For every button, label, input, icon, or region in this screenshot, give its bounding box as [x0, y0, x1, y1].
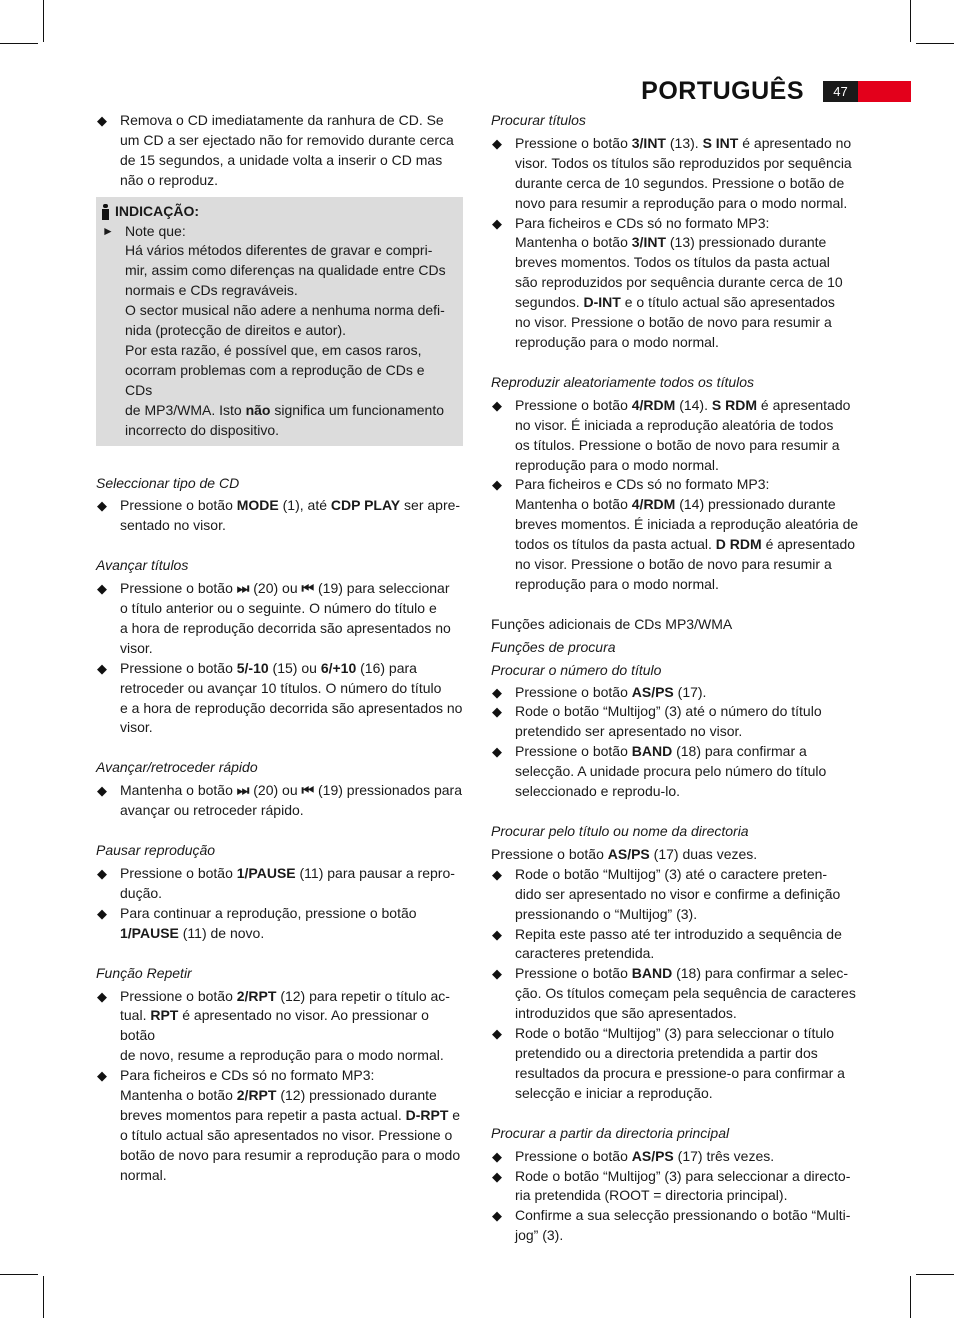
- crop-mark: [916, 43, 954, 44]
- diamond-bullet-icon: ◆: [492, 215, 502, 231]
- diamond-bullet-icon: ◆: [492, 1026, 502, 1042]
- diamond-bullet-icon: ◆: [97, 1068, 107, 1084]
- list-item: ◆ Rode o botão “Multijog” (3) para seleccionar a directo- ria pretendida (ROOT = directoria principal).: [492, 1167, 851, 1204]
- section-heading: Procurar o número do título: [491, 661, 662, 678]
- diamond-bullet-icon: ◆: [97, 905, 107, 921]
- list-item: ◆ Pressione o botão MODE (1), até CDP PLAY ser apre- sentado no visor.: [97, 497, 461, 534]
- list-item: ◆ Pressione o botão 1/PAUSE (11) para pausar a repro- dução.: [97, 865, 455, 901]
- section-heading: Função Repetir: [96, 964, 192, 981]
- diamond-bullet-icon: ◆: [492, 744, 502, 760]
- list-item: ◆ Pressione o botão 5/-10 (15) ou 6/+10 (16) para retroceder ou avançar 10 títulos. O número do título e a hora de reprodução decorrida são apresentados no visor.: [97, 659, 463, 736]
- list-item: ◆ Para ficheiros e CDs só no formato MP3: Mantenha o botão 3/INT (13) pressionado durante breves momentos. Todos os títulos da pasta actual são reproduzidos por sequência durante cerca de 10 segundos. D-INT e o título actual são apresentados no visor. Pressione o botão de novo para resumir a reprodução para o modo normal.: [492, 214, 843, 350]
- page-number: 47: [823, 81, 858, 102]
- list-item: ◆ Pressione o botão AS/PS (17).: [491, 683, 859, 703]
- right-column: Procurar títulos ◆ Pressione o botão 3/INT (13). S INT é apresentado no visor. Todos os títulos são reproduzidos por sequência durante cerca de 10 segundos. Pressione o botão de novo para resumir a reprodução para o modo normal. ◆ Para ficheiros e CDs só no formato MP3: Mantenha o botão 3/INT (13) pressionado durante breves momentos. Todos os títulos da pasta actual são reproduzidos por sequência durante cerca de 10 segundos. D-INT e o título actual são apresentados no visor. Pressione o botão de novo para resumir a reprodução para o modo normal. Reproduzir aleatoriamente todos os títulos ◆ Pressione o botão 4/RDM (14). S RDM é apresentado no visor. É iniciada a reprodução aleatória de todos os títulos. Pressione o botão de novo para resumir a reprodução para o modo normal. ◆ Para ficheiros e CDs só no formato MP3: Mantenha o botão 4/RDM (14) pressionado durante breves momentos. É iniciada a reprodução aleatória de todos os títulos da pasta actual. D RDM é apresentado no visor. Pressione o botão de novo para resumir a reprodução para o modo normal. Funções adicionais de CDs MP3/WMA Funções de procura Procurar o número do título ◆ Pressione o botão AS/PS (17). ◆ Rode o botão “Multijog” (3) até o número do título pretendido ser apresentado no visor. ◆ Pressione o botão BAND (18) para confirmar a selecção. A unidade procura pelo número do título seleccionado e reprodu-lo. Procurar pelo título ou nome da directoria Pressione o botão AS/PS (17) duas vezes. ◆ Rode o botão “Multijog” (3) até o caractere preten- dido ser apresentado no visor e confirme a definição pressionando o “Multijog” (3). ◆ Repita este passo até ter introduzido a sequência de caracteres pretendida. ◆ Pressione o botão BAND (18) para confirmar a selec- ção. Os títulos começam pela sequência de caracteres introduzidos que são apresentados. ◆ Rode o botão “Multijog” (3) para seleccionar o título pretendido ou a directoria pretendida a partir dos resultados da procura e pressione-o para confirmar a selecção e iniciar a reprodução. Procurar a partir da directoria principal ◆ Pressione o botão AS/PS (17) três vezes. ◆ Rode o botão “Multijog” (3) para seleccionar a directo- ria pretendida (ROOT = directoria principal). ◆ Confirme a sua selecção pressionando o botão “Multi- jog” (3).: [491, 111, 859, 1246]
- note-box: INDICAÇÃO: ► Note que: Há vários métodos diferentes de gravar e compri- mir, assim como diferenças na qualidade entre CDs normais e CDs regraváveis. O sector musical não adere a nenhuma norma defi- nida (protecção de direitos e autor). Por esta razão, é possível que, em casos raros, ocorram problemas com a reprodução de CDs e CDs de MP3/WMA. Isto não significa um funcionamento incorrecto do dispositivo.: [96, 197, 463, 446]
- section-heading: Avançar títulos: [96, 557, 189, 574]
- diamond-bullet-icon: ◆: [97, 498, 107, 514]
- section-subheading: Funções de procura: [491, 638, 616, 655]
- list-item: ◆ Mantenha o botão ⏭ (20) ou ⏮ (19) pressionados para avançar ou retroceder rápido.: [97, 782, 462, 819]
- list-item: ◆ Pressione o botão BAND (18) para confirmar a selec- ção. Os títulos começam pela sequência de caracteres introduzidos que são apresentados.: [492, 965, 856, 1022]
- section-heading: Pausar reprodução: [96, 842, 216, 859]
- crop-mark: [0, 1274, 38, 1275]
- crop-mark: [910, 1276, 911, 1318]
- section-heading: Procurar títulos: [491, 112, 586, 128]
- list-item: ◆ Rode o botão “Multijog” (3) para seleccionar o título pretendido ou a directoria pretendida a partir dos resultados da procura e pressione-o para confirmar a selecção e iniciar a reprodução.: [492, 1025, 845, 1101]
- next-track-icon: ⏭: [236, 782, 250, 799]
- left-column: [96, 111, 463, 1186]
- next-track-icon: ⏭: [236, 580, 250, 597]
- diamond-bullet-icon: ◆: [492, 1208, 502, 1224]
- diamond-bullet-icon: ◆: [492, 1148, 502, 1164]
- crop-mark: [43, 1276, 44, 1318]
- list-item: ◆ Rode o botão “Multijog” (3) até o caractere preten- dido ser apresentado no visor e confirme a definição pressionando o “Multijog” (3).: [492, 865, 841, 922]
- list-item: ◆ Remova o CD imediatamente da ranhura de CD. Se um CD a ser ejectado não for removido durante cerca de 15 segundos, a unidade volta a inserir o CD mas não o reproduz.: [97, 112, 454, 188]
- list-item: ◆ Para ficheiros e CDs só no formato MP3: Mantenha o botão 4/RDM (14) pressionado durante breves momentos. É iniciada a reprodução aleatória de todos os títulos da pasta actual. D RDM é apresentado no visor. Pressione o botão de novo para resumir a reprodução para o modo normal.: [492, 476, 859, 592]
- prev-track-icon: ⏮: [301, 580, 315, 597]
- list-item: ◆ Pressione o botão 2/RPT (12) para repetir o título ac- tual. RPT é apresentado no visor. Ao pressionar o botão de novo, resume a reprodução para o modo normal.: [97, 987, 450, 1064]
- list-item: ◆ Pressione o botão ⏭ (20) ou ⏮ (19) para seleccionar o título anterior ou o seguinte. O número do título e a hora de reprodução decorrida são apresentados no visor.: [97, 580, 451, 656]
- diamond-bullet-icon: ◆: [97, 113, 107, 128]
- diamond-bullet-icon: ◆: [97, 660, 107, 676]
- diamond-bullet-icon: ◆: [492, 926, 502, 942]
- diamond-bullet-icon: ◆: [492, 966, 502, 982]
- list-item: ◆ Para ficheiros e CDs só no formato MP3: Mantenha o botão 2/RPT (12) pressionado durante breves momentos para repetir a pasta actual. D-RPT e o título actual são apresentados no visor. Pressione o botão de novo para resumir a reprodução para o modo normal.: [97, 1067, 461, 1183]
- section-heading: Procurar pelo título ou nome da directoria: [491, 823, 749, 839]
- crop-mark: [916, 1274, 954, 1275]
- crop-mark: [910, 0, 911, 42]
- diamond-bullet-icon: ◆: [492, 704, 502, 720]
- section-heading: Procurar a partir da directoria principal: [491, 1124, 730, 1141]
- list-item: ◆ Pressione o botão AS/PS (17) três vezes.: [491, 1147, 859, 1167]
- info-icon: [100, 204, 111, 220]
- list-item: ◆ Confirme a sua selecção pressionando o botão “Multi- jog” (3).: [492, 1207, 851, 1244]
- section-heading: Funções adicionais de CDs MP3/WMA: [491, 615, 733, 632]
- diamond-bullet-icon: ◆: [492, 684, 502, 700]
- prev-track-icon: ⏮: [301, 782, 315, 799]
- list-item: ◆ Pressione o botão 4/RDM (14). S RDM é apresentado no visor. É iniciada a reprodução aleatória de todos os títulos. Pressione o botão de novo para resumir a reprodução para o modo normal.: [492, 396, 851, 473]
- triangle-bullet-icon: ►: [102, 223, 114, 238]
- list-item: ◆ Rode o botão “Multijog” (3) até o número do título pretendido ser apresentado no visor.: [492, 703, 822, 740]
- diamond-bullet-icon: ◆: [97, 866, 107, 881]
- page-title: PORTUGUÊS: [641, 77, 804, 105]
- list-item: ◆ Repita este passo até ter introduzido a sequência de caracteres pretendida.: [492, 925, 842, 962]
- section-heading: Seleccionar tipo de CD: [96, 474, 240, 491]
- list-item: ◆ Pressione o botão 3/INT (13). S INT é apresentado no visor. Todos os títulos são reproduzidos por sequência durante cerca de 10 segundos. Pressione o botão de novo para resumir a reprodução para o modo normal.: [492, 134, 852, 211]
- diamond-bullet-icon: ◆: [97, 783, 107, 799]
- diamond-bullet-icon: ◆: [97, 988, 107, 1004]
- diamond-bullet-icon: ◆: [492, 866, 502, 882]
- accent-bar: [858, 81, 911, 102]
- list-item: ◆ Pressione o botão BAND (18) para confirmar a selecção. A unidade procura pelo número do título seleccionado e reprodu-lo.: [492, 743, 827, 800]
- diamond-bullet-icon: ◆: [492, 1168, 502, 1184]
- crop-mark: [0, 43, 38, 44]
- section-heading: Reproduzir aleatoriamente todos os títulos: [491, 373, 755, 390]
- diamond-bullet-icon: ◆: [492, 397, 502, 413]
- diamond-bullet-icon: ◆: [492, 135, 502, 151]
- diamond-bullet-icon: ◆: [492, 477, 502, 493]
- crop-mark: [43, 0, 44, 42]
- list-item: ◆ Para continuar a reprodução, pressione o botão 1/PAUSE (11) de novo.: [97, 904, 417, 941]
- diamond-bullet-icon: ◆: [97, 581, 107, 597]
- section-heading: Avançar/retroceder rápido: [96, 759, 258, 776]
